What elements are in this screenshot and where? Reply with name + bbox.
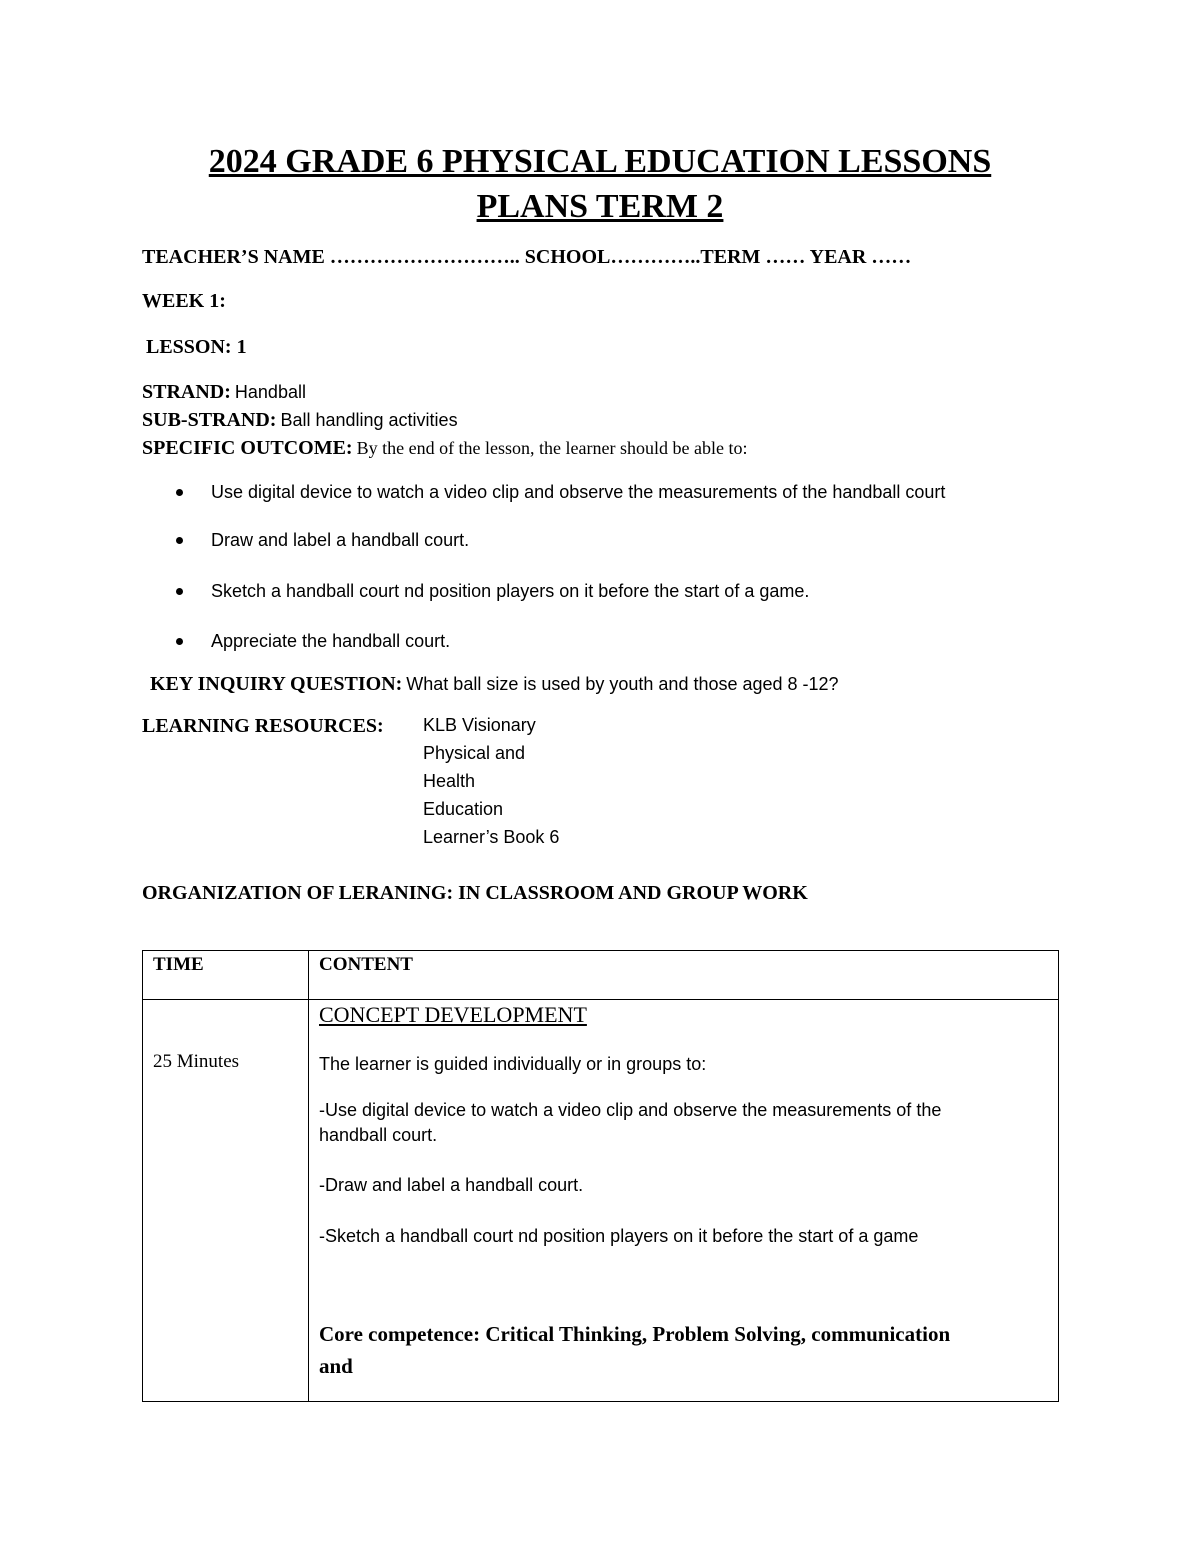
key-inquiry-row [150,673,839,696]
learning-resource-line: Education [423,799,504,819]
specific-outcome-row [142,437,747,460]
concept-item: -Use digital device to watch a video clip and observe the measurements of the [319,1100,942,1120]
core-competence-line1: Core competence: Critical Thinking, Problem Solving, communication [319,1322,951,1346]
learning-resource-line: KLB Visionary [423,715,536,735]
concept-item: -Draw and label a handball court. [319,1175,584,1195]
document-title-line2: PLANS TERM 2 [476,188,724,225]
outcome-item: Use digital device to watch a video clip and observe the measurements of the handball court [211,482,946,502]
time-header-cell [143,951,309,1000]
content-cell [309,1000,1059,1402]
specific-outcome-value: By the end of the lesson, the learner should be able to: [356,438,748,458]
bullet-icon [176,489,183,496]
sub-strand-row [142,409,458,432]
content-header: CONTENT [319,954,413,975]
concept-item: handball court. [319,1125,438,1145]
content-header-cell [309,951,1059,1000]
learning-resource-line: Physical and [423,743,526,763]
key-inquiry-value: What ball size is used by youth and those aged 8 -12? [406,674,839,694]
time-header: TIME [153,954,204,975]
time-cell [143,1000,309,1402]
week-label: WEEK 1: [142,290,226,312]
core-competence-line2: and [319,1354,353,1378]
specific-outcome-label: SPECIFIC OUTCOME: [142,437,353,459]
time-value: 25 Minutes [153,1051,240,1072]
bullet-icon [176,537,183,544]
concept-development-heading: CONCEPT DEVELOPMENT [319,1002,587,1027]
document-title-line1: 2024 GRADE 6 PHYSICAL EDUCATION LESSONS [208,143,992,180]
lesson-label: LESSON: 1 [146,336,247,358]
teacher-info-line: TEACHER’S NAME ……………………….. SCHOOL…………..TERM …… YEAR …… [142,246,912,268]
learning-resource-line: Learner’s Book 6 [423,827,560,847]
sub-strand-value: Ball handling activities [280,410,458,430]
key-inquiry-label: KEY INQUIRY QUESTION: [150,673,403,695]
table-header-row [143,951,1059,1000]
strand-label: STRAND: [142,381,231,403]
strand-value: Handball [234,382,306,402]
sub-strand-label: SUB-STRAND: [142,409,277,431]
lesson-plan-table [142,950,1059,1402]
outcome-item: Draw and label a handball court. [211,530,470,550]
concept-item: -Sketch a handball court nd position players on it before the start of a game [319,1226,919,1246]
table-row [143,1000,1059,1402]
strand-row [142,381,306,404]
learning-resources-label: LEARNING RESOURCES: [142,715,384,737]
organization-line: ORGANIZATION OF LERANING: IN CLASSROOM AND GROUP WORK [142,882,808,904]
outcome-item: Appreciate the handball court. [211,631,451,651]
bullet-icon [176,638,183,645]
bullet-icon [176,588,183,595]
concept-intro: The learner is guided individually or in groups to: [319,1054,707,1074]
outcome-item: Sketch a handball court nd position players on it before the start of a game. [211,581,810,601]
learning-resource-line: Health [423,771,476,791]
